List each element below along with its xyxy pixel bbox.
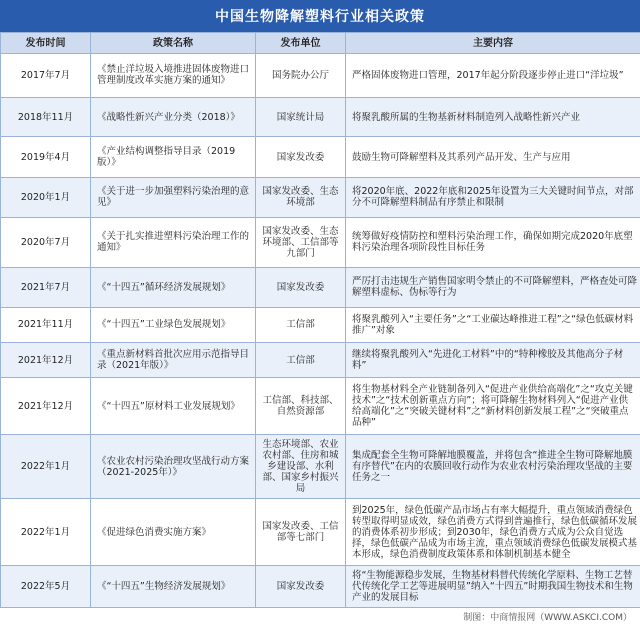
table-row: [1, 97, 640, 137]
table-row: [1, 54, 640, 98]
cell-issuer: 国家发改委、生态环境部、工信部等九部门: [256, 217, 346, 267]
cell-date: 2021年12月: [1, 342, 91, 377]
cell-policy: 《关于扎实推进塑料污染治理工作的通知》: [91, 217, 256, 267]
cell-date: 2022年1月: [1, 434, 91, 499]
cell-content: 严厉打击违规生产销售国家明令禁止的不可降解塑料，严格查处可降解塑料虚标、伪标等行为: [346, 267, 640, 307]
cell-content: 将2020年底、2022年底和2025年设置为三大关键时间节点，对部分不可降解塑料制品有序禁止和限制: [346, 178, 640, 218]
header-issuer: 发布单位: [256, 33, 346, 54]
cell-content: 严格固体废物进口管理，2017年起分阶段逐步停止进口“洋垃圾”: [346, 54, 640, 98]
cell-policy: 《“十四五”循环经济发展规划》: [91, 267, 256, 307]
cell-issuer: 国家统计局: [256, 97, 346, 137]
cell-content: 将生物基材料全产业链制备列入“促进产业供给高端化”之“攻克关键技术”之“技术创新重点方向”；将可降解生物材料列入“促进产业供给高端化”之“突破关键材料”之“新材料创新发展工程”之“突破重点品种”: [346, 378, 640, 434]
header-date: 发布时间: [1, 33, 91, 54]
policy-table: [0, 32, 640, 608]
table-row: [1, 342, 640, 377]
table-row: [1, 434, 640, 499]
cell-date: 2020年7月: [1, 217, 91, 267]
table-row: [1, 137, 640, 178]
cell-date: 2019年4月: [1, 137, 91, 178]
source-footer: 制图：中商情报网（WWW.ASKCI.COM）: [463, 612, 632, 623]
cell-policy: 《禁止洋垃圾入境推进固体废物进口管理制度改革实施方案的通知》: [91, 54, 256, 98]
cell-content: 继续将聚乳酸列入“先进化工材料”中的“特种橡胶及其他高分子材料”: [346, 342, 640, 377]
cell-date: 2021年7月: [1, 267, 91, 307]
cell-policy: 《“十四五”原材料工业发展规划》: [91, 378, 256, 434]
cell-issuer: 工信部: [256, 342, 346, 377]
cell-content: 到2025年，绿色低碳产品市场占有率大幅提升，重点领域消费绿色转型取得明显成效，绿色消费方式得到普遍推行，绿色低碳循环发展的消费体系初步形成；到2030年，绿色消费方式成为公众自觉选择，绿色低碳产品成为市场主流，重点领域消费绿色低碳发展模式基本形成，绿色消费制度政策体系和体制机制基本健全: [346, 499, 640, 566]
header-content: 主要内容: [346, 33, 640, 54]
cell-issuer: 工信部: [256, 307, 346, 342]
cell-policy: 《产业结构调整指导目录（2019版）》: [91, 137, 256, 178]
page-title: 中国生物降解塑料行业相关政策: [0, 0, 640, 32]
cell-issuer: 国家发改委: [256, 566, 346, 608]
cell-content: 将聚乳酸所属的生物基新材料制造列入战略性新兴产业: [346, 97, 640, 137]
cell-issuer: 国家发改委: [256, 137, 346, 178]
cell-date: 2017年7月: [1, 54, 91, 98]
cell-issuer: 生态环境部、农业农村部、住房和城乡建设部、水利部、国家乡村振兴局: [256, 434, 346, 499]
cell-content: 将“生物能源稳步发展，生物基材料替代传统化学原料、生物工艺替代传统化学工艺等进展明显”纳入“十四五”时期我国生物技术和生物产业的发展目标: [346, 566, 640, 608]
table-row: [1, 378, 640, 434]
cell-issuer: 工信部、科技部、自然资源部: [256, 378, 346, 434]
cell-policy: 《战略性新兴产业分类（2018）》: [91, 97, 256, 137]
cell-policy: 《“十四五”工业绿色发展规划》: [91, 307, 256, 342]
cell-date: 2022年1月: [1, 499, 91, 566]
table-row: [1, 178, 640, 218]
cell-content: 将聚乳酸列入“主要任务”之“工业碳达峰推进工程”之“绿色低碳材料推广”对象: [346, 307, 640, 342]
table-header-row: [1, 33, 640, 54]
cell-date: 2021年11月: [1, 307, 91, 342]
cell-content: 集成配套全生物可降解地膜覆盖，并将包含“推进全生物可降解地膜有序替代”在内的农膜回收行动作为农业农村污染治理攻坚战的主要任务之一: [346, 434, 640, 499]
cell-issuer: 国家发改委: [256, 267, 346, 307]
cell-date: 2022年5月: [1, 566, 91, 608]
cell-date: 2021年12月: [1, 378, 91, 434]
cell-policy: 《关于进一步加强塑料污染治理的意见》: [91, 178, 256, 218]
cell-policy: 《农业农村污染治理攻坚战行动方案（2021-2025年）》: [91, 434, 256, 499]
cell-policy: 《促进绿色消费实施方案》: [91, 499, 256, 566]
cell-policy: 《“十四五”生物经济发展规划》: [91, 566, 256, 608]
table-row: [1, 267, 640, 307]
cell-content: 统筹做好疫情防控和塑料污染治理工作，确保如期完成2020年底塑料污染治理各项阶段性目标任务: [346, 217, 640, 267]
cell-issuer: 国务院办公厅: [256, 54, 346, 98]
cell-date: 2018年11月: [1, 97, 91, 137]
cell-policy: 《重点新材料首批次应用示范指导目录（2021年版）》: [91, 342, 256, 377]
header-policy: 政策名称: [91, 33, 256, 54]
cell-date: 2020年1月: [1, 178, 91, 218]
cell-content: 鼓励生物可降解塑料及其系列产品开发、生产与应用: [346, 137, 640, 178]
table-row: [1, 217, 640, 267]
table-row: [1, 566, 640, 608]
table-row: [1, 499, 640, 566]
cell-issuer: 国家发改委、工信部等七部门: [256, 499, 346, 566]
cell-issuer: 国家发改委、生态环境部: [256, 178, 346, 218]
table-row: [1, 307, 640, 342]
